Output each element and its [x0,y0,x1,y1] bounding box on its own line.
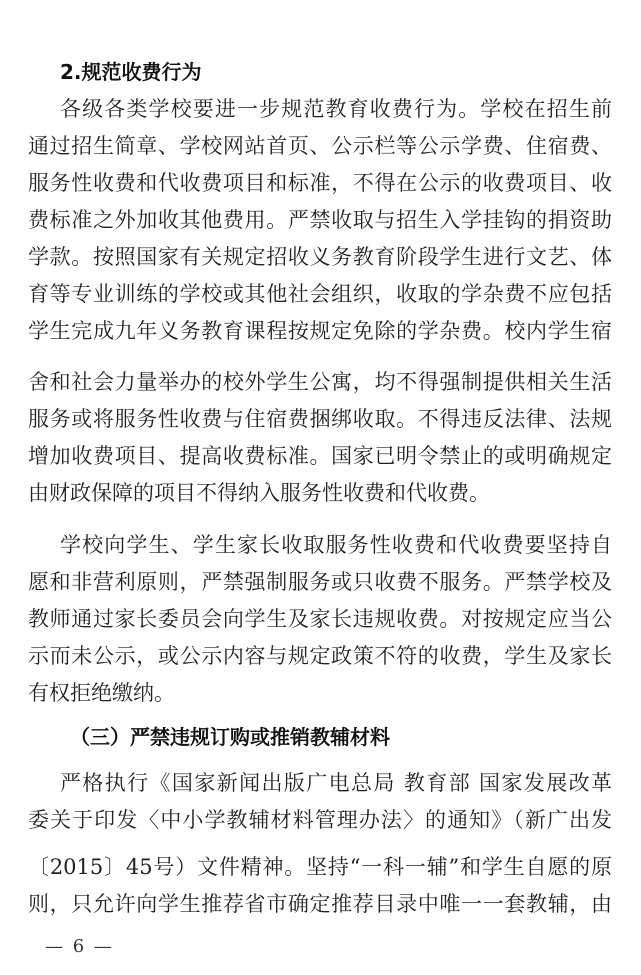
paragraph-line: 有权拒绝缴纳。 [28,681,175,705]
page-number: — 6 — [45,936,114,957]
paragraph-line: 服务性收费和代收费项目和标准，不得在公示的收费项目、收 [28,171,612,195]
paragraph-line: 学校向学生、学生家长收取服务性收费和代收费要坚持自 [60,533,612,557]
paragraph-line: 学生完成九年义务教育课程按规定免除的学杂费。校内学生宿 [28,319,612,343]
section-heading: 2.规范收费行为 [60,60,202,84]
paragraph-line: 舍和社会力量举办的校外学生公寓，均不得强制提供相关生活 [28,370,612,394]
paragraph-line: 示而未公示，或公示内容与规定政策不符的收费，学生及家长 [28,644,612,668]
paragraph-line: 委关于印发〈中小学教辅材料管理办法〉的通知》（新广出发 [28,808,612,832]
paragraph-line: 严格执行《国家新闻出版广电总局 教育部 国家发展改革 [60,771,612,795]
paragraph-line: 通过招生简章、学校网站首页、公示栏等公示学费、住宿费、 [28,134,612,158]
paragraph-line: 育等专业训练的学校或其他社会组织，收取的学杂费不应包括 [28,282,612,306]
paragraph-line: 由财政保障的项目不得纳入服务性收费和代收费。 [28,481,490,505]
section-heading: （三）严禁违规订购或推销教辅材料 [70,725,390,749]
paragraph-line: 〔2015〕45号）文件精神。坚持“一科一辅”和学生自愿的原 [28,855,612,879]
paragraph-line: 费标准之外加收其他费用。严禁收取与招生入学挂钩的捐资助 [28,208,612,232]
paragraph-line: 学款。按照国家有关规定招收义务教育阶段学生进行文艺、体 [28,245,612,269]
paragraph-line: 则，只允许向学生推荐省市确定推荐目录中唯一一套教辅，由 [28,892,612,916]
paragraph-line: 增加收费项目、提高收费标准。国家已明令禁止的或明确规定 [28,444,612,468]
paragraph-line: 服务或将服务性收费与住宿费捆绑收取。不得违反法律、法规 [28,407,612,431]
paragraph-line: 各级各类学校要进一步规范教育收费行为。学校在招生前 [60,97,612,121]
paragraph-line: 愿和非营利原则，严禁强制服务或只收费不服务。严禁学校及 [28,570,612,594]
paragraph-line: 教师通过家长委员会向学生及家长违规收费。对按规定应当公 [28,607,612,631]
